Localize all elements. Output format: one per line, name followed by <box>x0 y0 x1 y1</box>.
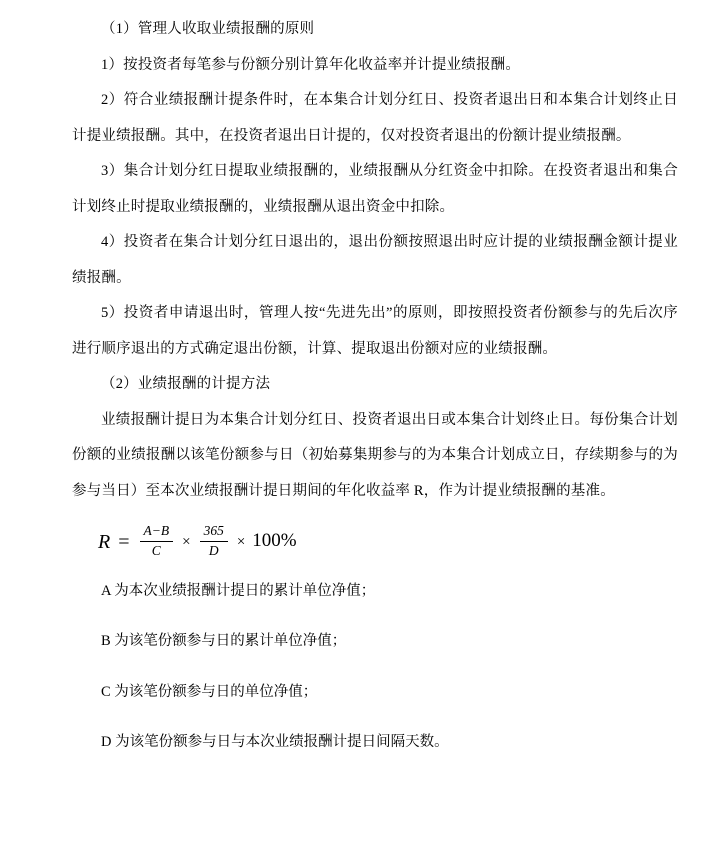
paragraph-item-4: 4）投资者在集合计划分红日退出的，退出份额按照退出时应计提的业绩报酬金额计提业绩报酬。 <box>72 234 678 286</box>
formula-times-2: × <box>236 533 246 550</box>
paragraph-method-heading: （2）业绩报酬的计提方法 <box>101 376 271 393</box>
paragraph-method-body: 业绩报酬计提日为本集合计划分红日、投资者退出日或本集合计划终止日。每份集合计划份额的业绩报酬以该笔份额参与日（初始募集期参与的为本集合计划成立日，存续期参与的为参与当日）至本次业绩报酬计提日期间的年化收益率 R，作为计提业绩报酬的基准。 <box>72 411 678 499</box>
formula-equals: = <box>118 530 130 553</box>
formula-fraction-2-numerator: 365 <box>200 523 228 542</box>
definition-d: D 为该笔份额参与日与本次业绩报酬计提日间隔天数。 <box>101 733 449 750</box>
formula-fraction-2-denominator: D <box>208 543 219 559</box>
performance-fee-formula <box>98 523 297 560</box>
formula-times-1: × <box>182 533 191 550</box>
paragraph-principle-heading: （1）管理人收取业绩报酬的原则 <box>101 21 315 37</box>
definition-c: C 为该笔份额参与日的单位净值； <box>101 683 318 700</box>
formula-fraction-1-numerator: A−B <box>140 523 174 542</box>
formula-block <box>72 523 678 560</box>
formula-lhs: R <box>98 530 111 553</box>
definition-a: A 为本次业绩报酬计提日的累计单位净值； <box>101 583 376 600</box>
paragraph-item-5: 5）投资者申请退出时，管理人按“先进先出”的原则，即按照投资者份额参与的先后次序进行顺序退出的方式确定退出份额，计算、提取退出份额对应的业绩报酬。 <box>72 305 678 357</box>
paragraph-item-1: 1）按投资者每笔参与份额分别计算年化收益率并计提业绩报酬。 <box>101 56 521 73</box>
formula-percent: 100% <box>252 530 297 552</box>
formula-fraction-1 <box>140 523 174 560</box>
formula-fraction-1-denominator: C <box>151 543 161 559</box>
paragraph-item-3: 3）集合计划分红日提取业绩报酬的，业绩报酬从分红资金中扣除。在投资者退出和集合计划终止时提取业绩报酬的，业绩报酬从退出资金中扣除。 <box>72 163 678 215</box>
definition-b: B 为该笔份额参与日的累计单位净值； <box>101 633 347 650</box>
paragraph-item-2: 2）符合业绩报酬计提条件时，在本集合计划分红日、投资者退出日和本集合计划终止日计提业绩报酬。其中，在投资者退出日计提的，仅对投资者退出的份额计提业绩报酬。 <box>72 92 678 144</box>
formula-fraction-2 <box>200 523 228 560</box>
